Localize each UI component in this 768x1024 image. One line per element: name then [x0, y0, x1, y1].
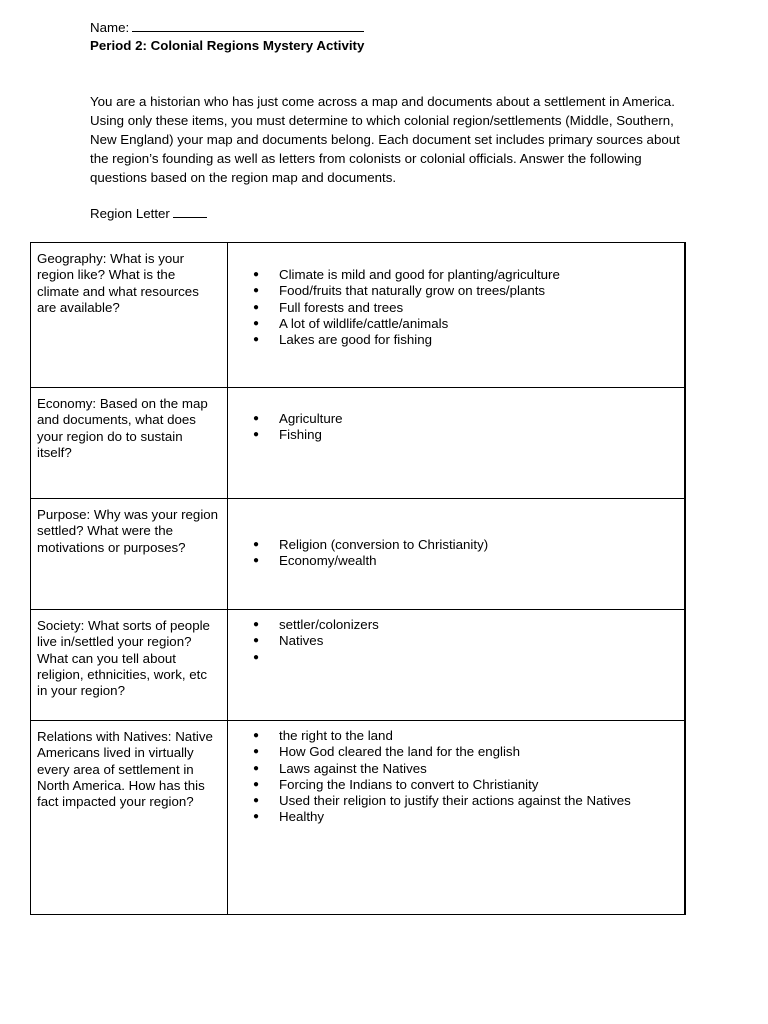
table-row-society	[31, 610, 686, 721]
answer-item: ● Natives	[253, 633, 676, 649]
page-title: Period 2: Colonial Regions Mystery Activity	[90, 38, 365, 53]
question-cell	[31, 388, 228, 499]
question-text: Society: What sorts of people live in/settled your region? What can you tell about religion, ethnicities, work, etc in your region?	[37, 618, 210, 699]
answer-item: ● Used their religion to justify their actions against the Natives	[253, 793, 676, 809]
answer-cell[interactable]	[228, 243, 686, 388]
region-letter-label: Region Letter	[90, 206, 170, 221]
answer-list	[228, 721, 684, 826]
region-letter-line	[90, 205, 207, 222]
answer-item-empty[interactable]	[253, 650, 676, 666]
answer-item: ● Climate is mild and good for planting/agriculture	[253, 267, 676, 283]
name-line	[90, 19, 364, 36]
intro-paragraph: You are a historian who has just come across a map and documents about a settlement in America. Using only these items, you must determine to which colonial region/settlements (Middle, Southern, New England) your map and documents belong. Each document set includes primary sources about the region’s founding as well as letters from colonists or colonial officials. Answer the following questions based on the region map and documents.	[90, 94, 680, 185]
answer-item: ● Healthy	[253, 809, 676, 825]
answer-list	[228, 499, 684, 570]
question-table	[30, 242, 686, 915]
question-cell	[31, 243, 228, 388]
answer-list	[228, 610, 684, 666]
answer-list	[228, 243, 684, 348]
region-letter-blank[interactable]	[173, 205, 207, 218]
answer-cell[interactable]	[228, 499, 686, 610]
table-row-economy	[31, 388, 686, 499]
question-cell	[31, 721, 228, 915]
answer-item: ● Full forests and trees	[253, 300, 676, 316]
question-text: Economy: Based on the map and documents, what does your region do to sustain itself?	[37, 396, 208, 460]
name-blank[interactable]	[132, 19, 364, 32]
question-text: Geography: What is your region like? What is the climate and what resources are available?	[37, 251, 199, 315]
answer-item: ● Forcing the Indians to convert to Christianity	[253, 777, 676, 793]
answer-item: ● Religion (conversion to Christianity)	[253, 537, 676, 553]
table-row-relations	[31, 721, 686, 915]
answer-cell[interactable]	[228, 388, 686, 499]
question-cell	[31, 610, 228, 721]
answer-cell[interactable]	[228, 610, 686, 721]
answer-item: ● Fishing	[253, 427, 676, 443]
answer-item: ● settler/colonizers	[253, 617, 676, 633]
answer-item: ● How God cleared the land for the english	[253, 744, 676, 760]
answer-list	[228, 388, 684, 444]
answer-item: ● the right to the land	[253, 728, 676, 744]
answer-item: ● Economy/wealth	[253, 553, 676, 569]
question-text: Purpose: Why was your region settled? What were the motivations or purposes?	[37, 507, 219, 555]
name-label: Name:	[90, 20, 130, 35]
answer-cell[interactable]	[228, 721, 686, 915]
answer-item: ● Food/fruits that naturally grow on trees/plants	[253, 283, 676, 299]
answer-item: ● A lot of wildlife/cattle/animals	[253, 316, 676, 332]
question-cell	[31, 499, 228, 610]
answer-item: ● Laws against the Natives	[253, 761, 676, 777]
answer-item: ● Agriculture	[253, 411, 676, 427]
table-row-geography	[31, 243, 686, 388]
table-row-purpose	[31, 499, 686, 610]
question-text: Relations with Natives: Native Americans lived in virtually every area of settlement in North America. How has this fact impacted your region?	[37, 729, 213, 810]
answer-item: ● Lakes are good for fishing	[253, 332, 676, 348]
